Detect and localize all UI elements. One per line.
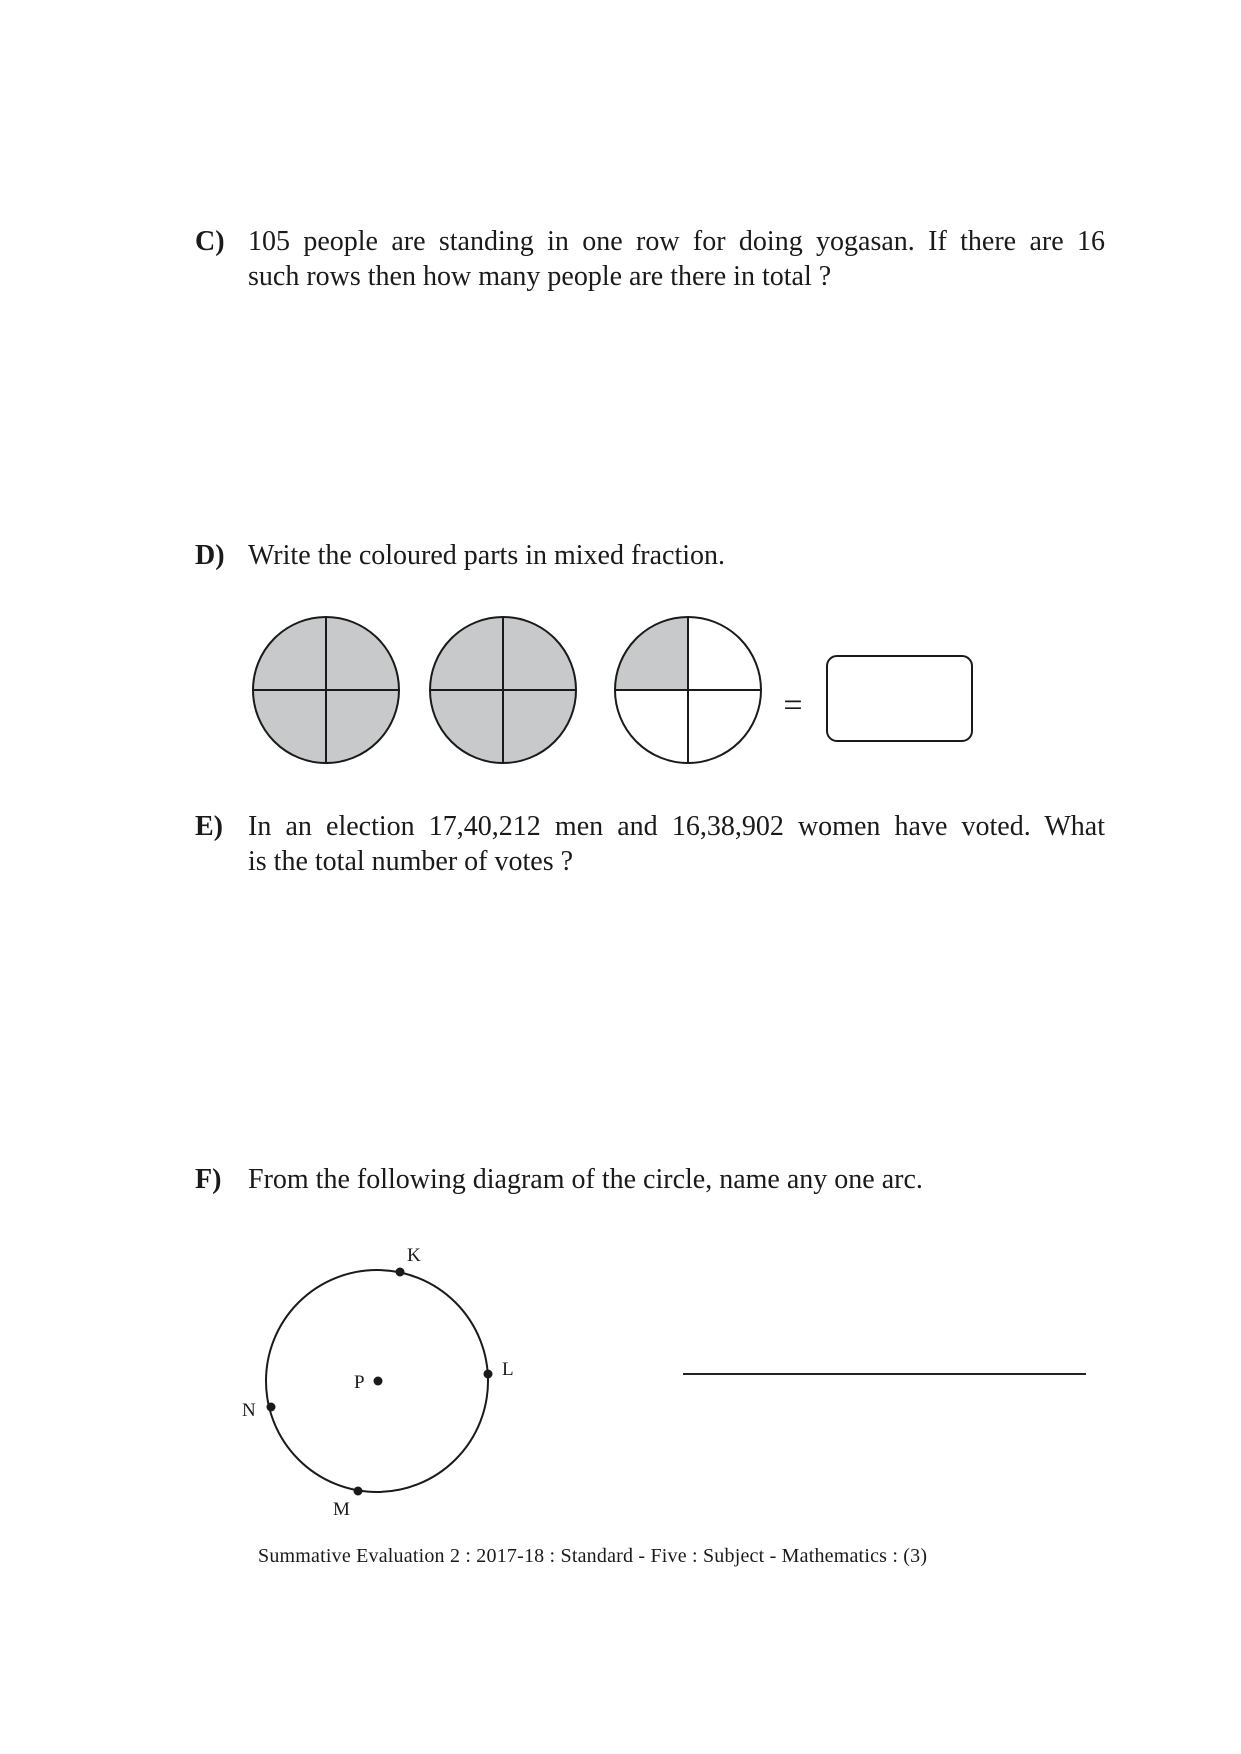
question-d-line-1: Write the coloured parts in mixed fraction. <box>248 540 726 571</box>
point-label-k: K <box>407 1245 421 1266</box>
question-f-label: F) <box>195 1164 222 1195</box>
page-footer: Summative Evaluation 2 : 2017-18 : Standard - Five : Subject - Mathematics : (3) <box>258 1545 928 1567</box>
point-n <box>267 1403 276 1412</box>
question-c-label: C) <box>195 226 225 257</box>
equals-sign: = <box>783 687 803 724</box>
center-point-p <box>374 1377 383 1386</box>
question-d-label: D) <box>195 540 225 571</box>
question-f-line-1: From the following diagram of the circle, name any one arc. <box>248 1164 923 1195</box>
question-e-label: E) <box>195 811 223 842</box>
question-c-line-1: 105 people are standing in one row for doing yogasan. If there are 16 <box>248 226 1105 257</box>
point-l <box>484 1370 493 1379</box>
point-m <box>354 1487 363 1496</box>
point-label-n: N <box>242 1400 256 1421</box>
question-e-line-2: is the total number of votes ? <box>248 846 574 877</box>
question-c-line-2: such rows then how many people are there in total ? <box>248 261 832 292</box>
answer-line[interactable] <box>683 1373 1086 1375</box>
point-label-l: L <box>502 1359 514 1380</box>
center-label-p: P <box>354 1372 365 1393</box>
point-label-m: M <box>333 1499 350 1520</box>
point-k <box>396 1268 405 1277</box>
question-e-line-1: In an election 17,40,212 men and 16,38,902 women have voted. What <box>248 811 1105 842</box>
